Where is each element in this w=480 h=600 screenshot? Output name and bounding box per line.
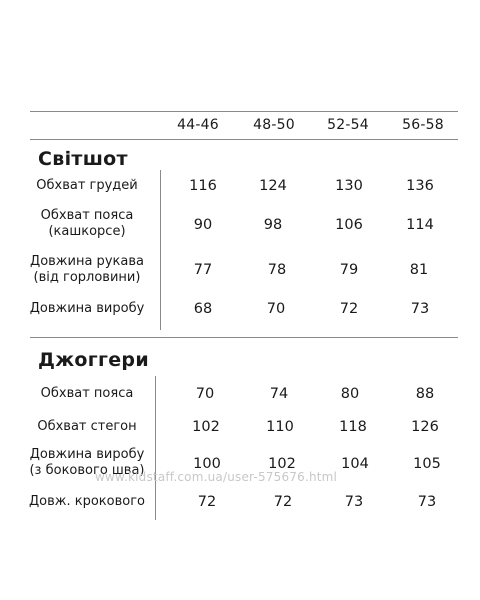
section-title-sweatshirt: Світшот xyxy=(38,148,128,170)
header-divider xyxy=(30,139,458,140)
size-header-2: 48-50 xyxy=(253,117,295,133)
cell-value: 73 xyxy=(410,301,430,317)
cell-value: 106 xyxy=(335,217,363,233)
size-header-1: 44-46 xyxy=(177,117,219,133)
cell-value: 72 xyxy=(339,301,359,317)
cell-value: 70 xyxy=(266,301,286,317)
label-line-2: (кашкорсе) xyxy=(48,224,126,239)
label-line-1: Довжина виробу xyxy=(29,447,145,462)
section-title-joggers: Джоггери xyxy=(38,349,149,371)
cell-value: 80 xyxy=(340,386,360,402)
row-label: Обхват грудей xyxy=(36,178,138,193)
cell-value: 70 xyxy=(195,386,215,402)
cell-value: 74 xyxy=(269,386,289,402)
size-header-4: 56-58 xyxy=(402,117,444,133)
cell-value: 130 xyxy=(335,178,363,194)
sweatshirt-column-divider xyxy=(160,170,161,330)
cell-value: 136 xyxy=(406,178,434,194)
cell-value: 98 xyxy=(263,217,283,233)
label-line-2: (від горловини) xyxy=(33,270,141,285)
cell-value: 72 xyxy=(197,494,217,510)
row-label: Обхват пояса xyxy=(40,386,134,401)
cell-value: 72 xyxy=(273,494,293,510)
watermark: www.kidstaff.com.ua/user-575676.html xyxy=(95,470,338,484)
cell-value: 73 xyxy=(344,494,364,510)
cell-value: 104 xyxy=(341,456,369,472)
cell-value: 105 xyxy=(413,456,441,472)
row-label: Довж. крокового xyxy=(28,494,145,509)
cell-value: 81 xyxy=(409,262,429,278)
cell-value: 90 xyxy=(193,217,213,233)
label-line-1: Обхват пояса xyxy=(40,208,134,223)
cell-value: 124 xyxy=(259,178,287,194)
size-header-3: 52-54 xyxy=(327,117,369,133)
cell-value: 102 xyxy=(192,419,220,435)
row-label xyxy=(16,254,158,286)
row-label: Довжина виробу xyxy=(29,301,145,316)
cell-value: 114 xyxy=(406,217,434,233)
cell-value: 126 xyxy=(411,419,439,435)
cell-value: 68 xyxy=(193,301,213,317)
cell-value: 77 xyxy=(193,262,213,278)
row-label: Обхват стегон xyxy=(37,419,137,434)
cell-value: 100 xyxy=(193,456,221,472)
cell-value: 110 xyxy=(266,419,294,435)
cell-value: 102 xyxy=(268,456,296,472)
cell-value: 78 xyxy=(267,262,287,278)
section-divider xyxy=(30,337,458,338)
cell-value: 88 xyxy=(415,386,435,402)
top-divider xyxy=(30,111,458,112)
cell-value: 79 xyxy=(339,262,359,278)
label-line-2: (з бокового шва) xyxy=(29,463,145,478)
cell-value: 118 xyxy=(339,419,367,435)
cell-value: 73 xyxy=(417,494,437,510)
label-line-1: Довжина рукава xyxy=(30,254,144,269)
row-label xyxy=(16,208,158,240)
cell-value: 116 xyxy=(189,178,217,194)
